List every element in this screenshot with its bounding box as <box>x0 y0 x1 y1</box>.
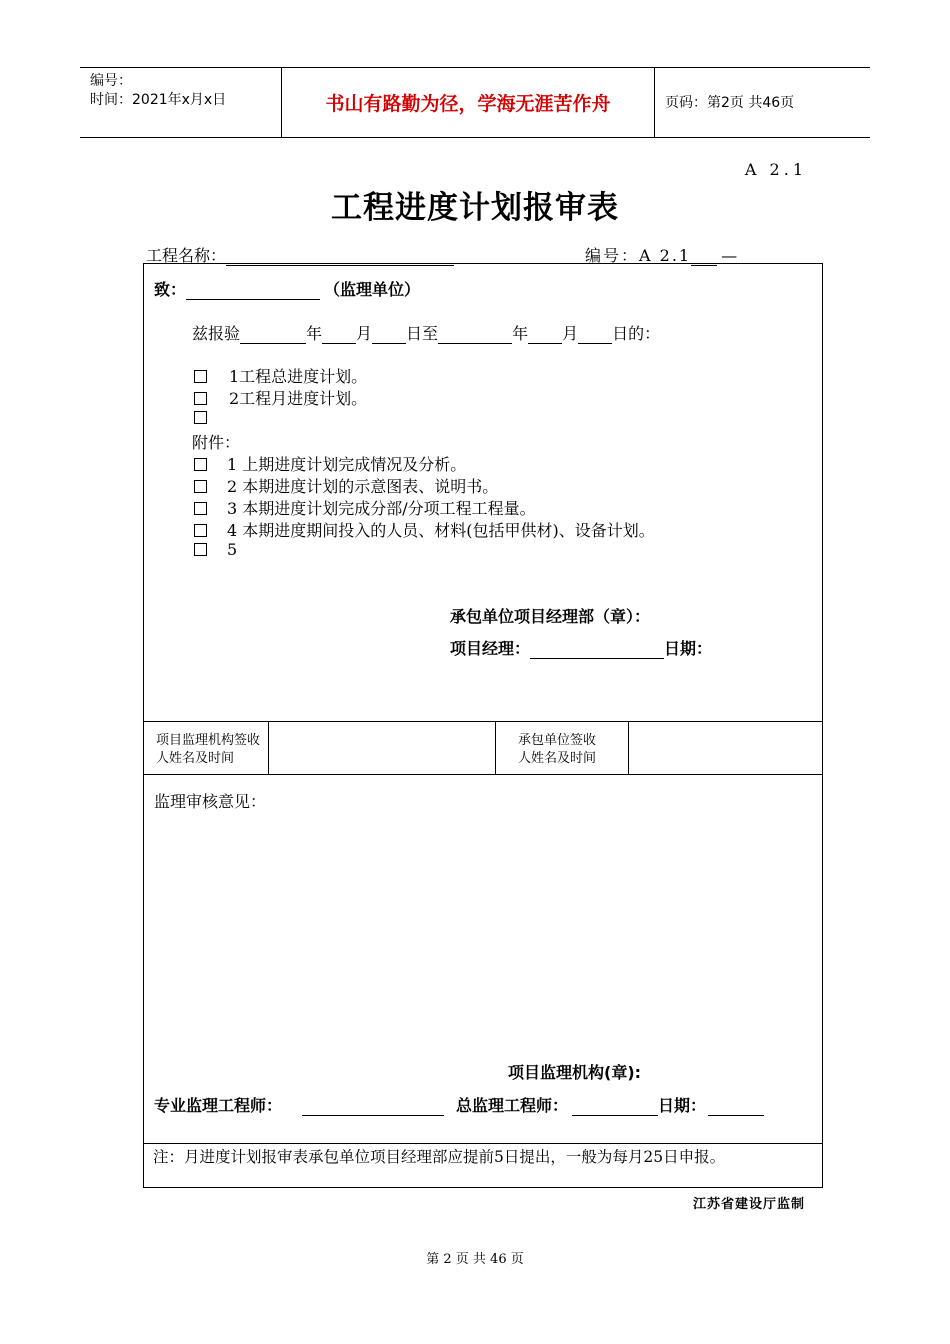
page-footer: 第 2 页 共 46 页 <box>426 1252 524 1267</box>
date-label: 日期： <box>658 1096 707 1115</box>
report-prefix: 兹报验 <box>192 324 241 343</box>
attachment-item[interactable] <box>194 496 536 519</box>
to-label: 致： <box>154 280 187 299</box>
checkbox[interactable] <box>194 524 207 537</box>
divider <box>144 774 822 775</box>
plan-item-label: 1工程总进度计划。 <box>229 367 368 386</box>
attachment-item[interactable] <box>194 452 466 475</box>
end-year-field[interactable] <box>438 325 512 344</box>
divider <box>654 68 655 137</box>
checkbox[interactable] <box>194 411 207 424</box>
supervisor-unit-field[interactable] <box>186 281 320 300</box>
plan-item[interactable] <box>194 408 229 427</box>
report-period-line <box>192 321 660 344</box>
specialist-field[interactable] <box>302 1097 444 1116</box>
end-month-field[interactable] <box>528 325 562 344</box>
checkbox[interactable] <box>194 370 207 383</box>
report-form <box>143 263 823 1188</box>
plan-item[interactable] <box>194 364 367 387</box>
date-field[interactable] <box>708 1097 764 1116</box>
attachment-item[interactable] <box>194 518 655 541</box>
time-text: 时间：2021年x月x日 <box>90 92 227 108</box>
attachment-item[interactable] <box>194 540 237 559</box>
year-label: 年 <box>306 324 323 343</box>
code-label: 编号： <box>90 73 132 89</box>
contractor-receiver-label: 承包单位签收人姓名及时间 <box>518 733 597 766</box>
divider <box>495 721 496 774</box>
checkbox[interactable] <box>194 480 207 493</box>
attachment-item-label: 4 本期进度期间投入的人员、材料(包括甲供材)、设备计划。 <box>227 521 655 540</box>
chief-label: 总监理工程师： <box>456 1096 569 1115</box>
attachment-item-label: 3 本期进度计划完成分部/分项工程工程量。 <box>227 499 536 518</box>
header-left <box>90 72 226 110</box>
attachment-item-label: 2 本期进度计划的示意图表、说明书。 <box>227 477 499 496</box>
month-label: 月 <box>562 324 579 343</box>
month-label: 月 <box>356 324 373 343</box>
page-title: 工程进度计划报审表 <box>331 190 619 226</box>
page-info: 页码：第2页 共46页 <box>665 95 795 111</box>
divider <box>144 1143 822 1144</box>
day-end-label: 日的： <box>612 324 661 343</box>
note: 注：月进度计划报审表承包单位项目经理部应提前5日提出，一般为每月25日申报。 <box>153 1148 726 1166</box>
supervision-org: 项目监理机构(章): <box>508 1063 642 1082</box>
project-manager-label: 项目经理： <box>450 639 531 658</box>
project-manager-line <box>450 636 712 659</box>
project-name-label: 工程名称： <box>146 246 227 265</box>
serial-label: 编号：A 2.1 <box>585 246 692 265</box>
chief-field[interactable] <box>572 1097 658 1116</box>
year-label: 年 <box>512 324 529 343</box>
page-header <box>80 67 870 138</box>
form-code: A 2.1 <box>744 160 807 179</box>
date-label: 日期： <box>664 639 713 658</box>
start-year-field[interactable] <box>240 325 306 344</box>
attachment-label: 附件： <box>192 433 241 452</box>
specialist-label: 专业监理工程师： <box>154 1096 283 1115</box>
attachment-item[interactable] <box>194 474 498 497</box>
contractor-dept: 承包单位项目经理部（章）： <box>450 607 651 626</box>
contractor-receiver-field[interactable] <box>629 722 822 774</box>
agency: 江苏省建设厅监制 <box>692 1197 805 1212</box>
checkbox[interactable] <box>194 543 207 556</box>
checkbox[interactable] <box>194 458 207 471</box>
checkbox[interactable] <box>194 392 207 405</box>
serial-suffix: — <box>721 246 738 265</box>
attachment-item-label: 5 <box>227 540 238 559</box>
start-day-field[interactable] <box>372 325 406 344</box>
supervisor-receiver-field[interactable] <box>269 722 495 774</box>
review-opinion-label: 监理审核意见： <box>154 792 267 811</box>
project-manager-field[interactable] <box>530 640 664 659</box>
supervisor-unit-label: （监理单位） <box>324 280 421 299</box>
plan-item[interactable] <box>194 386 367 409</box>
end-day-field[interactable] <box>578 325 612 344</box>
to-line <box>154 277 420 300</box>
day-to-label: 日至 <box>406 324 439 343</box>
attachment-item-label: 1 上期进度计划完成情况及分析。 <box>227 455 467 474</box>
bottom-sign-line <box>154 1093 764 1116</box>
start-month-field[interactable] <box>322 325 356 344</box>
checkbox[interactable] <box>194 502 207 515</box>
supervisor-receiver-label: 项目监理机构签收人姓名及时间 <box>156 733 261 766</box>
motto: 书山有路勤为径，学海无涯苦作舟 <box>325 93 611 115</box>
plan-item-label: 2工程月进度计划。 <box>229 389 368 408</box>
